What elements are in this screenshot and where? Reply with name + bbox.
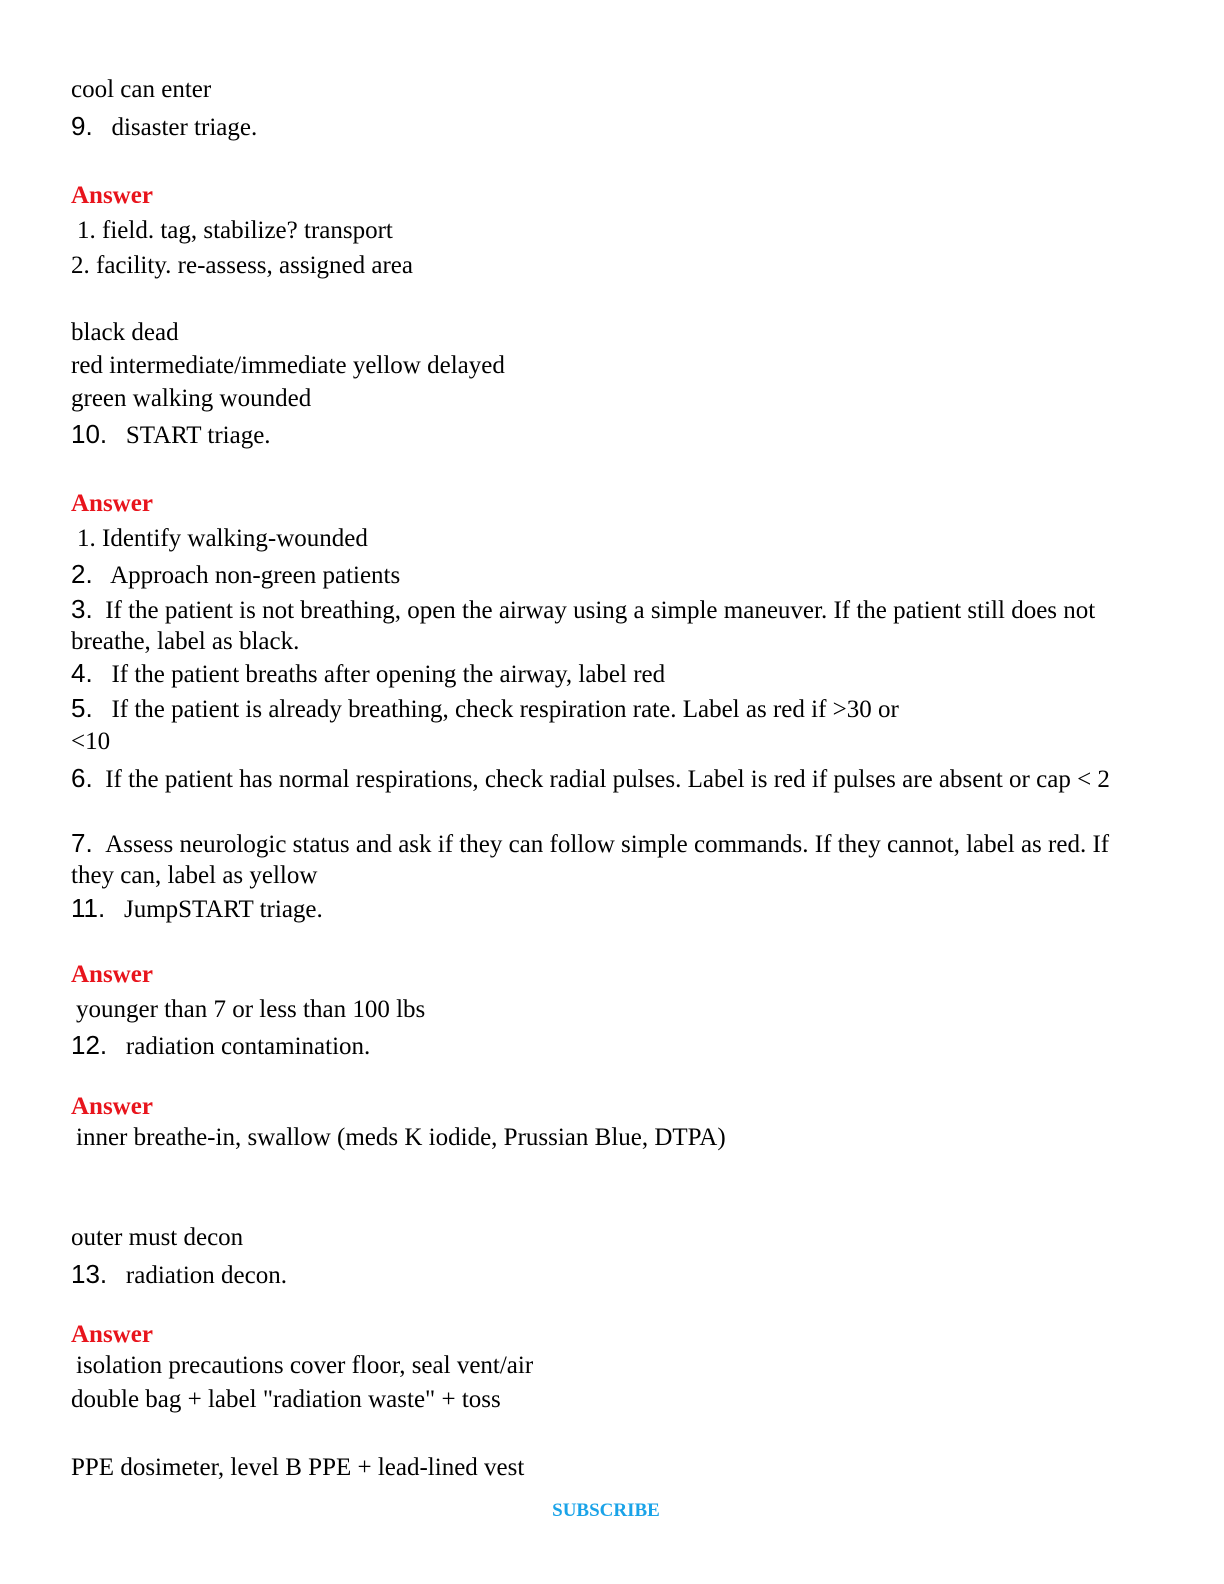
answer-line: 1. Identify walking-wounded: [77, 525, 368, 552]
answer-line: green walking wounded: [71, 385, 312, 412]
question-11: [71, 892, 323, 926]
answer-line: black dead: [71, 319, 179, 346]
text-line: cool can enter: [71, 76, 212, 103]
list-text: If the patient breaths after opening the airway, label red: [111, 661, 666, 688]
list-text: If the patient is not breathing, open the airway using a simple maneuver. If the patient still does not breathe, label as black.: [71, 597, 1096, 655]
question-text: disaster triage.: [111, 114, 258, 141]
list-number: 5.: [71, 693, 93, 723]
question-number: 13.: [71, 1259, 108, 1289]
list-item: [71, 657, 665, 691]
answer-line: red intermediate/immediate yellow delayed: [71, 352, 505, 379]
list-number: 7.: [71, 828, 93, 858]
answer-label: Answer: [71, 1321, 153, 1348]
answer-label: Answer: [71, 490, 153, 517]
list-item: [71, 763, 1151, 795]
answer-line: 1. field. tag, stabilize? transport: [77, 217, 393, 244]
answer-line: younger than 7 or less than 100 lbs: [76, 996, 426, 1023]
list-item: [71, 828, 1151, 891]
question-12: [71, 1029, 370, 1063]
question-13: [71, 1258, 287, 1292]
answer-line: outer must decon: [71, 1224, 244, 1251]
question-9: [71, 110, 257, 144]
list-number: 6.: [71, 763, 93, 793]
answer-line: isolation precautions cover floor, seal vent/air: [76, 1352, 534, 1379]
question-text: radiation decon.: [125, 1262, 287, 1289]
question-number: 11.: [71, 893, 106, 923]
question-number: 10.: [71, 419, 108, 449]
subscribe-link[interactable]: SUBSCRIBE: [552, 1500, 660, 1521]
question-text: JumpSTART triage.: [123, 896, 323, 923]
question-text: START triage.: [125, 422, 271, 449]
list-item: [71, 692, 899, 726]
answer-line: inner breathe-in, swallow (meds K iodide, Prussian Blue, DTPA): [76, 1124, 726, 1151]
list-number: 4.: [71, 658, 93, 688]
list-continuation: <10: [71, 728, 111, 755]
answer-line: 2. facility. re-assess, assigned area: [71, 252, 413, 279]
list-number: 2.: [71, 559, 93, 589]
list-text: Approach non-green patients: [110, 562, 401, 589]
list-text: If the patient is already breathing, check respiration rate. Label as red if >30 or: [111, 696, 899, 723]
answer-line: PPE dosimeter, level B PPE + lead-lined vest: [71, 1454, 525, 1481]
list-item: [71, 594, 1151, 657]
list-number: 3.: [71, 594, 93, 624]
answer-label: Answer: [71, 961, 153, 988]
question-10: [71, 418, 271, 452]
question-number: 12.: [71, 1030, 108, 1060]
list-text: If the patient has normal respirations, check radial pulses. Label is red if pulses are absent or cap < 2: [105, 766, 1110, 793]
list-text: Assess neurologic status and ask if they can follow simple commands. If they cannot, label as red. If they can, label as yellow: [71, 831, 1110, 889]
question-text: radiation contamination.: [125, 1033, 371, 1060]
list-item: [71, 558, 400, 592]
answer-label: Answer: [71, 1093, 153, 1120]
answer-line: double bag + label "radiation waste" + toss: [71, 1386, 501, 1413]
footer: [0, 1500, 1212, 1522]
question-number: 9.: [71, 111, 93, 141]
answer-label: Answer: [71, 182, 153, 209]
